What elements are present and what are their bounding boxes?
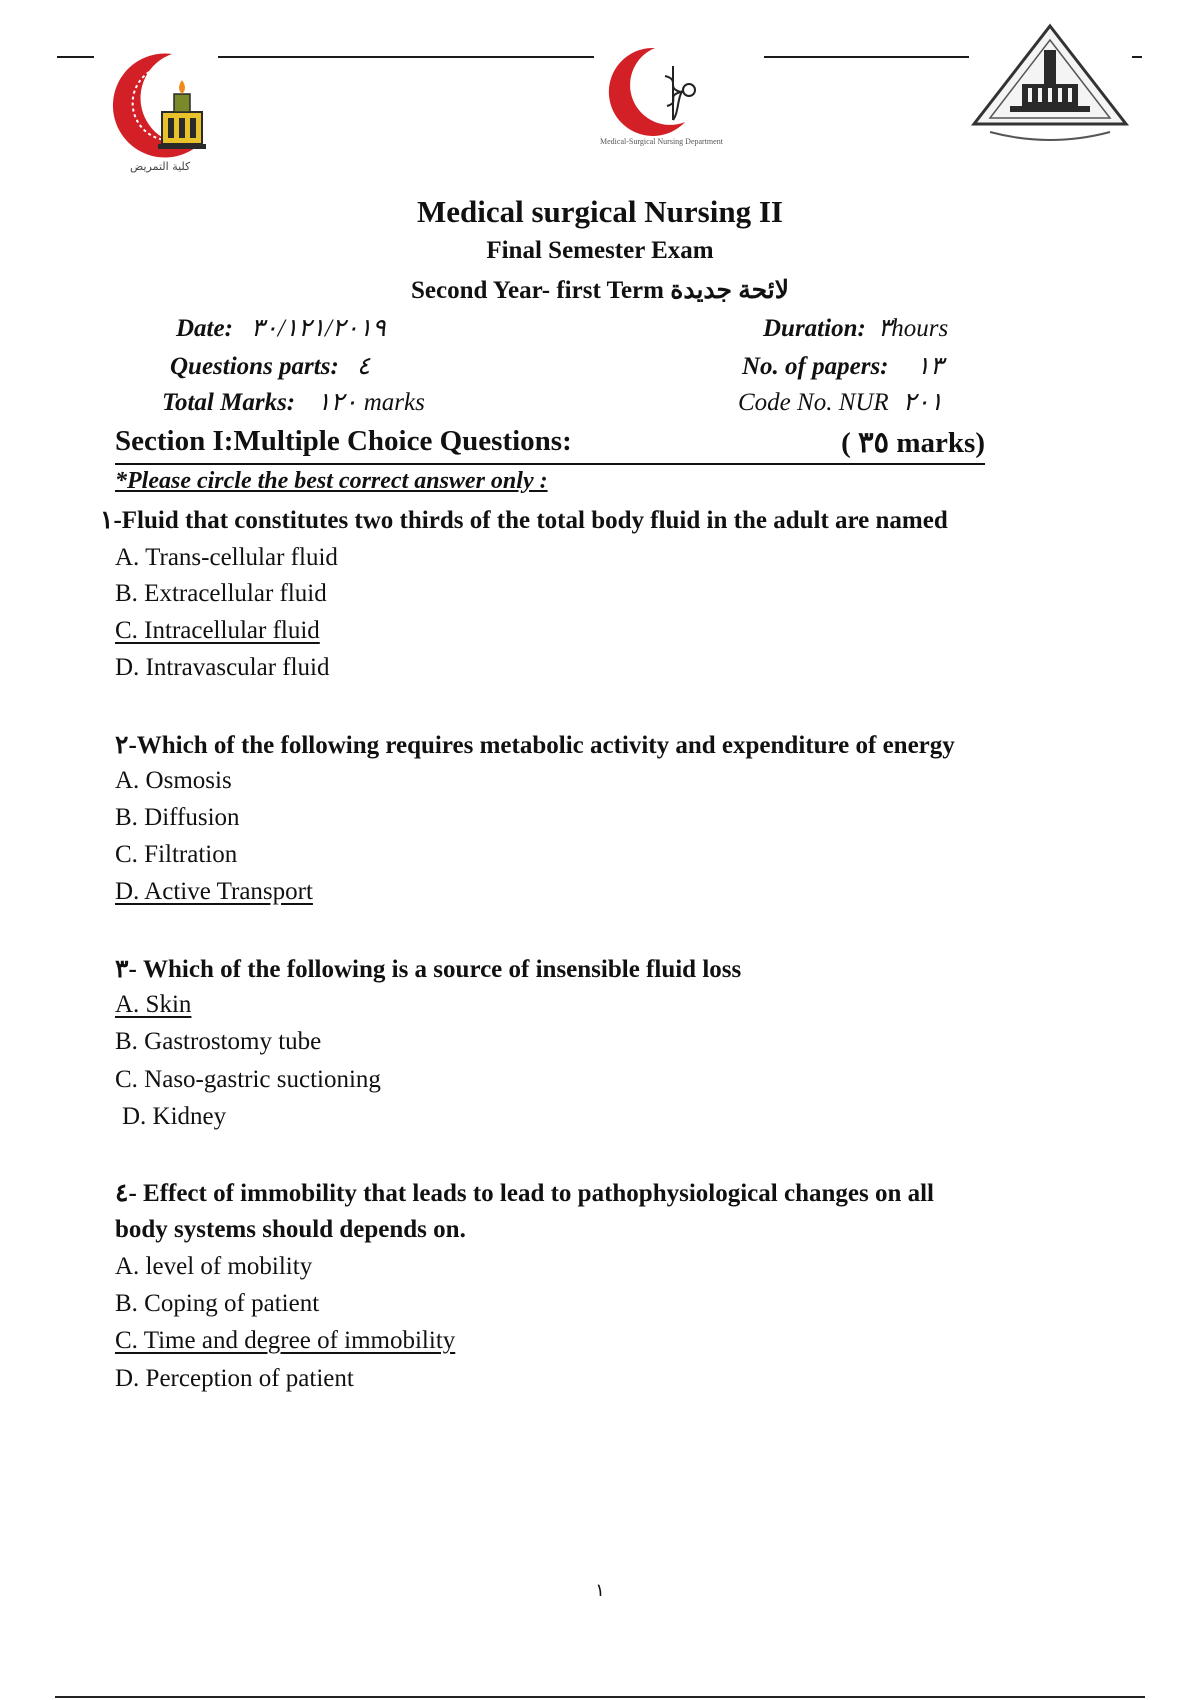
- question-4-line-1: ٤- Effect of immobility that leads to lead to pathophysiological changes on all: [115, 1180, 934, 1207]
- total-marks-label: Total Marks:: [162, 389, 296, 416]
- footer-rule: [55, 1696, 1145, 1698]
- faculty-of-nursing-logo: [92, 42, 217, 167]
- date-value: ٣٠/١٢١/٢٠١٩: [250, 315, 386, 342]
- questions-parts-value: ٤: [356, 353, 371, 380]
- date-info: [176, 313, 386, 343]
- duration-info: [763, 313, 948, 343]
- question-2-option-c[interactable]: C. Filtration: [115, 841, 238, 868]
- university-logo: [970, 22, 1130, 142]
- header-rule-4: [1132, 56, 1142, 58]
- question-4-line-2: body systems should depends on.: [115, 1216, 466, 1243]
- duration-label: Duration:: [763, 315, 866, 342]
- exam-title: Final Semester Exam: [486, 237, 714, 264]
- course-title: Medical surgical Nursing II: [417, 194, 783, 229]
- question-3-option-c[interactable]: C. Naso-gastric suctioning: [115, 1066, 381, 1093]
- question-2: ٢-Which of the following requires metabolic activity and expenditure of energy: [115, 732, 955, 759]
- question-1-option-a[interactable]: A. Trans-cellular fluid: [115, 544, 338, 571]
- papers-info: [742, 351, 943, 381]
- code-value: ٢٠١: [902, 389, 943, 416]
- question-2-option-d[interactable]: D. Active Transport: [115, 878, 313, 905]
- medical-surgical-department-logo: [605, 42, 715, 138]
- question-4-option-b[interactable]: B. Coping of patient: [115, 1290, 320, 1317]
- question-4-option-c[interactable]: C. Time and degree of immobility: [115, 1327, 456, 1354]
- code-info: [738, 387, 943, 417]
- question-2-option-b[interactable]: B. Diffusion: [115, 804, 240, 831]
- total-marks-info: [162, 387, 425, 417]
- question-3-option-a[interactable]: A. Skin: [115, 991, 192, 1018]
- header-rule-2: [218, 56, 594, 58]
- question-1-option-c[interactable]: C. Intracellular fluid: [115, 617, 320, 644]
- section-header: [115, 425, 985, 465]
- total-marks-value: ١٢٠ marks: [317, 389, 425, 416]
- question-4-option-d[interactable]: D. Perception of patient: [115, 1365, 354, 1392]
- center-logo-caption: Medical-Surgical Nursing Department: [600, 137, 723, 146]
- papers-value: ١٣: [916, 353, 944, 380]
- section-title: Section I:Multiple Choice Questions:: [115, 425, 572, 457]
- date-label: Date:: [176, 315, 233, 342]
- question-1-option-b[interactable]: B. Extracellular fluid: [115, 580, 327, 607]
- question-1-option-d[interactable]: D. Intravascular fluid: [115, 654, 330, 681]
- left-logo-caption: كلية التمريض: [130, 160, 191, 173]
- section-marks: ( ٣٥ marks): [841, 427, 985, 459]
- header-rule-3: [764, 56, 969, 58]
- question-2-option-a[interactable]: A. Osmosis: [115, 767, 232, 794]
- question-3-option-d[interactable]: D. Kidney: [122, 1103, 227, 1130]
- duration-value: ٣hours: [877, 315, 949, 342]
- lamp-building-icon: [158, 80, 206, 149]
- question-3-option-b[interactable]: B. Gastrostomy tube: [115, 1028, 322, 1055]
- questions-parts-info: [170, 351, 370, 381]
- code-label: Code No. NUR: [738, 389, 889, 416]
- caduceus-stethoscope-icon: [665, 66, 695, 120]
- header-rule-1: [57, 56, 94, 58]
- term-title: Second Year- first Term لائحة جديدة: [411, 277, 789, 304]
- questions-parts-label: Questions parts:: [170, 353, 339, 380]
- question-3: ٣- Which of the following is a source of insensible fluid loss: [115, 956, 742, 983]
- question-1: ١-Fluid that constitutes two thirds of the total body fluid in the adult are named: [100, 507, 948, 534]
- question-4-option-a[interactable]: A. level of mobility: [115, 1253, 313, 1280]
- papers-label: No. of papers:: [742, 353, 889, 380]
- instruction-text: *Please circle the best correct answer only :: [115, 468, 548, 494]
- page-number: ١: [595, 1580, 605, 1600]
